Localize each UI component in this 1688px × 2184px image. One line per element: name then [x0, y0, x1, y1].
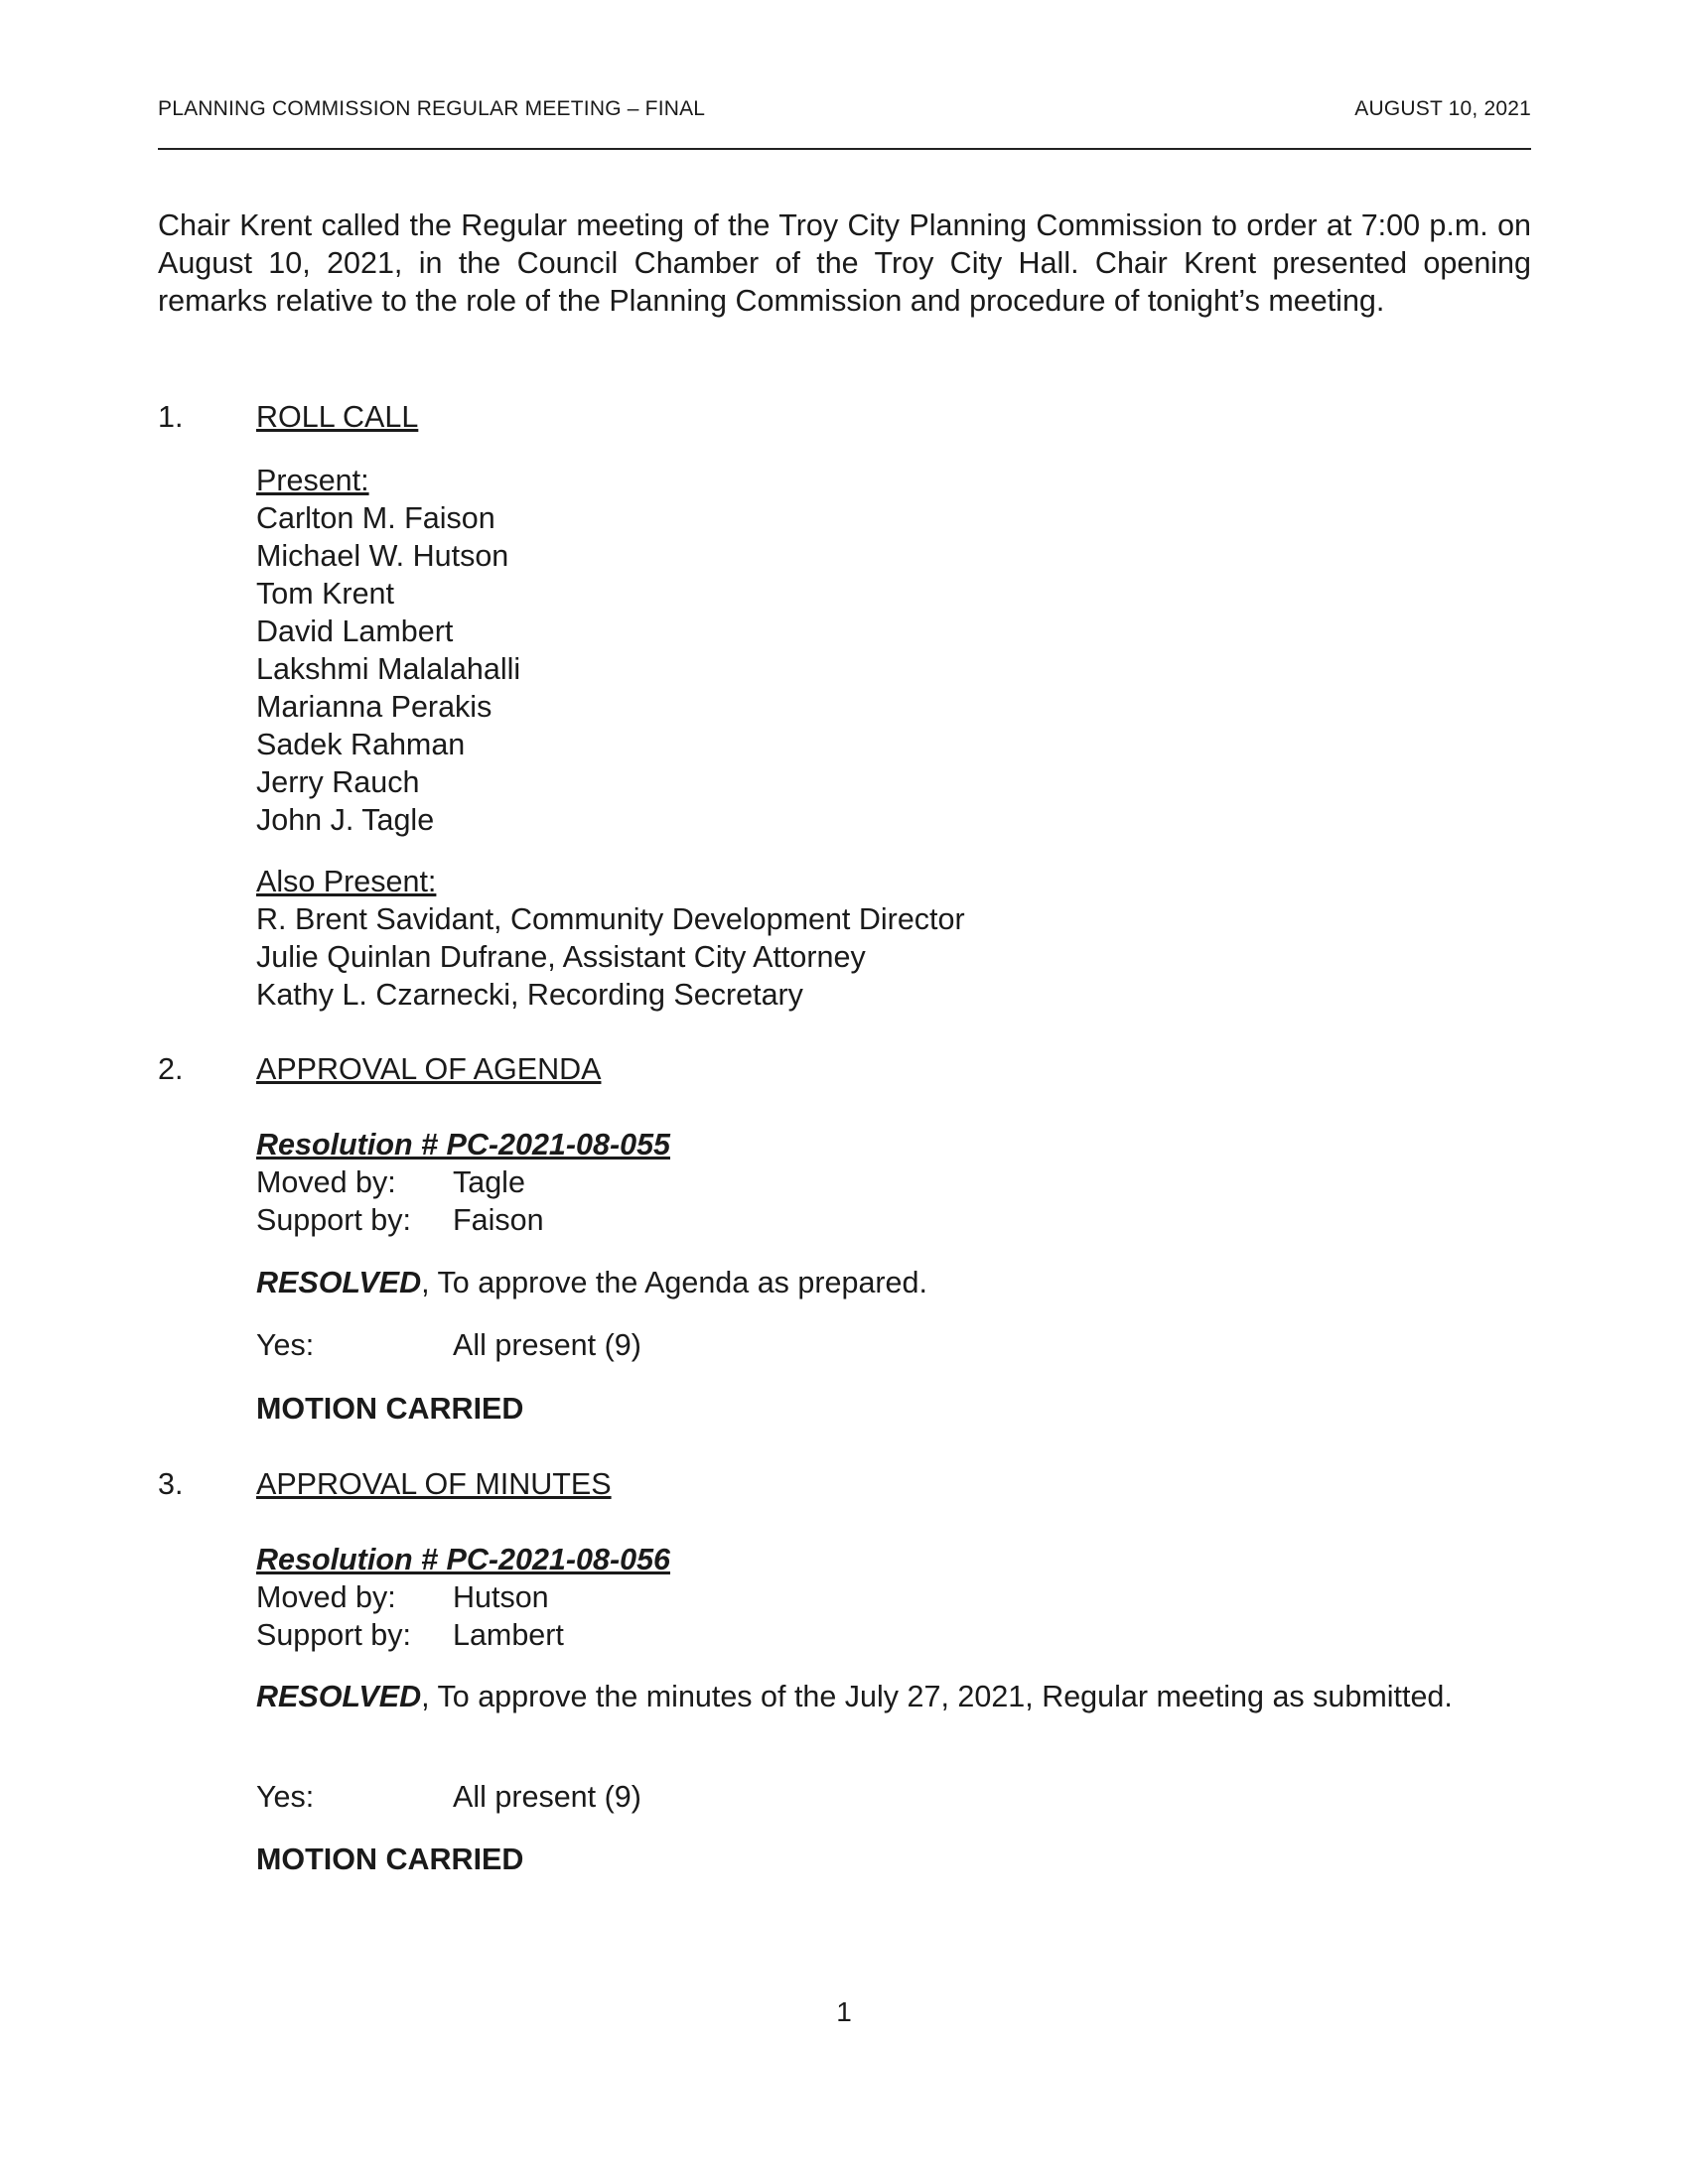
- section-number: 1.: [158, 400, 184, 434]
- section-heading: APPROVAL OF AGENDA: [256, 1052, 602, 1086]
- minutes-motion-carried: MOTION CARRIED: [256, 1843, 524, 1876]
- list-item: Marianna Perakis: [256, 690, 492, 724]
- section-heading: ROLL CALL: [256, 400, 419, 434]
- resolution-title: Resolution # PC-2021-08-056: [256, 1543, 670, 1576]
- section-number: 3.: [158, 1467, 184, 1501]
- moved-value: Tagle: [453, 1165, 525, 1199]
- support-by-row: [256, 1201, 1531, 1239]
- support-label: Support by:: [256, 1618, 411, 1652]
- support-label: Support by:: [256, 1203, 411, 1237]
- list-item: R. Brent Savidant, Community Development Director: [256, 902, 965, 936]
- yes-value: All present (9): [453, 1780, 641, 1814]
- list-item: John J. Tagle: [256, 803, 435, 837]
- list-item: Sadek Rahman: [256, 728, 466, 761]
- section-heading: APPROVAL OF MINUTES: [256, 1467, 612, 1501]
- present-list: [256, 462, 1531, 839]
- moved-by-row: [256, 1163, 1531, 1201]
- yes-row: [256, 1778, 1531, 1816]
- yes-row: [256, 1326, 1531, 1364]
- intro-paragraph: Chair Krent called the Regular meeting of the Troy City Planning Commission to order at 7:00 p.m. on August 10, 2021, in the Council Chamber of the Troy City Hall. Chair Krent presented opening remarks relative to the role of the Planning Commission and procedure of tonight’s meeting.: [158, 208, 1531, 318]
- minutes-resolution: [256, 1541, 1531, 1654]
- agenda-vote: [256, 1326, 1531, 1364]
- page-number: 1: [836, 1996, 852, 2027]
- list-item: Michael W. Hutson: [256, 539, 509, 573]
- yes-label: Yes:: [256, 1328, 315, 1362]
- agenda-resolution: [256, 1126, 1531, 1239]
- list-item: David Lambert: [256, 614, 454, 648]
- resolved-body: , To approve the minutes of the July 27, 2021, Regular meeting as submitted.: [421, 1680, 1453, 1713]
- resolved-word: RESOLVED: [256, 1680, 422, 1713]
- minutes-vote: [256, 1778, 1531, 1816]
- also-present-label: Also Present:: [256, 865, 437, 898]
- present-label: Present:: [256, 464, 369, 497]
- list-item: Jerry Rauch: [256, 765, 420, 799]
- resolution-title: Resolution # PC-2021-08-055: [256, 1128, 670, 1161]
- support-value: Faison: [453, 1203, 544, 1237]
- moved-label: Moved by:: [256, 1580, 396, 1614]
- page-header: [158, 97, 1531, 127]
- yes-label: Yes:: [256, 1780, 315, 1814]
- support-value: Lambert: [453, 1618, 564, 1652]
- moved-value: Hutson: [453, 1580, 549, 1614]
- header-divider: [158, 148, 1531, 150]
- moved-by-row: [256, 1578, 1531, 1616]
- header-title: PLANNING COMMISSION REGULAR MEETING – FINAL: [158, 97, 706, 120]
- resolved-word: RESOLVED: [256, 1266, 422, 1299]
- list-item: Carlton M. Faison: [256, 501, 495, 535]
- list-item: Lakshmi Malalahalli: [256, 652, 521, 686]
- support-by-row: [256, 1616, 1531, 1654]
- moved-label: Moved by:: [256, 1165, 396, 1199]
- agenda-resolved-text: [256, 1264, 1531, 1301]
- yes-value: All present (9): [453, 1328, 641, 1362]
- list-item: Kathy L. Czarnecki, Recording Secretary: [256, 978, 803, 1012]
- resolved-body: , To approve the Agenda as prepared.: [421, 1266, 927, 1299]
- minutes-resolved-text: [256, 1678, 1531, 1715]
- section-number: 2.: [158, 1052, 184, 1086]
- also-present-list: [256, 863, 1531, 1014]
- list-item: Tom Krent: [256, 577, 394, 611]
- list-item: Julie Quinlan Dufrane, Assistant City Attorney: [256, 940, 866, 974]
- agenda-motion-carried: MOTION CARRIED: [256, 1392, 524, 1426]
- header-date: AUGUST 10, 2021: [1354, 97, 1531, 120]
